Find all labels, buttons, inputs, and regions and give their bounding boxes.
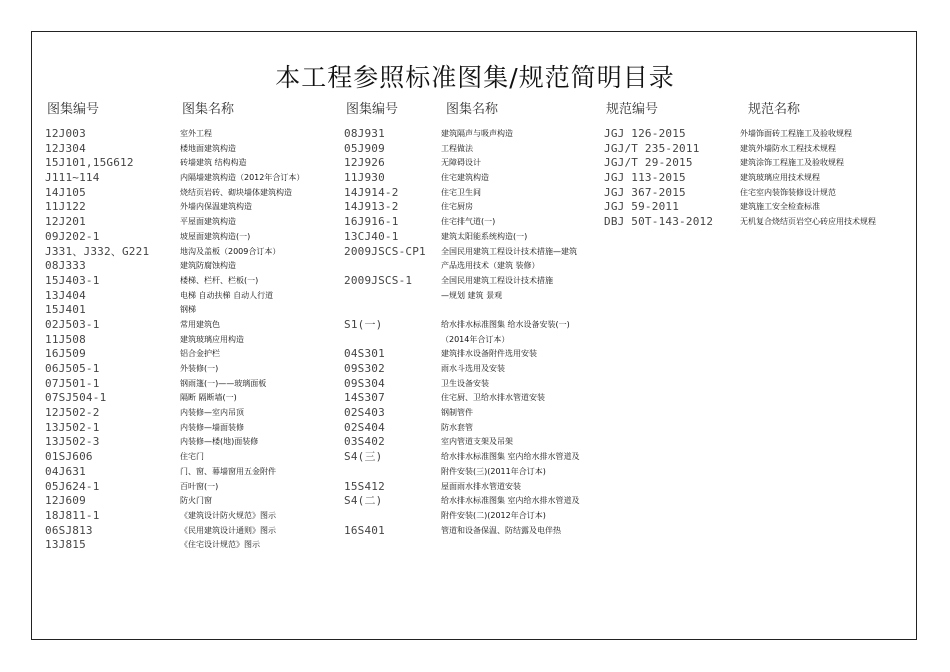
entry-code: 13J815 bbox=[45, 538, 86, 552]
entry-code bbox=[344, 289, 426, 304]
entry-code bbox=[344, 509, 426, 524]
entry-code: JGJ 113-2015 bbox=[604, 171, 686, 185]
entry-name: 管道和设备保温、防结露及电伴热 bbox=[441, 525, 561, 535]
entry-code: JGJ 367-2015 bbox=[604, 185, 686, 199]
entry-code: 16J916-1 bbox=[344, 215, 399, 229]
entry-name: （2014年合订本） bbox=[441, 334, 510, 344]
entry-code: 07J501-1 bbox=[45, 376, 100, 390]
entry-name: 平屋面建筑构造 bbox=[180, 217, 236, 227]
entry-name: 住宅厨、卫给水排水管道安装 bbox=[441, 393, 545, 403]
entry-code: JGJ/T 235-2011 bbox=[604, 141, 700, 155]
entry-code: 15J403-1 bbox=[45, 273, 100, 287]
entry-name: 百叶窗(一) bbox=[180, 481, 219, 491]
entry-name: 住宅厨房 bbox=[441, 202, 473, 212]
entry-code: JGJ/T 29-2015 bbox=[604, 156, 693, 170]
entry-name: 防火门窗 bbox=[180, 496, 212, 506]
header-spec-name: 规范名称 bbox=[748, 102, 801, 117]
entry-code: J331、J332、G221 bbox=[45, 244, 150, 258]
entry-code: 15J101,15G612 bbox=[45, 156, 134, 170]
entry-name: 坡屋面建筑构造(一) bbox=[180, 231, 251, 241]
entry-code: 11J930 bbox=[344, 171, 385, 185]
spec-code-list bbox=[604, 127, 713, 230]
entry-code: 06SJ813 bbox=[45, 523, 93, 537]
entry-name: 外墙饰面砖工程施工及验收规程 bbox=[740, 129, 852, 138]
entry-name: 建筑隔声与吸声构造 bbox=[441, 129, 513, 138]
entry-code: 09J202-1 bbox=[45, 229, 100, 243]
entry-name: 门、窗、幕墙窗用五金附件 bbox=[180, 466, 276, 476]
entry-name: 雨水斗选用及安装 bbox=[441, 364, 505, 373]
entry-name: 《民用建筑设计通则》图示 bbox=[180, 525, 276, 535]
entry-name: 无障碍设计 bbox=[441, 158, 481, 168]
entry-code: 11J122 bbox=[45, 200, 86, 214]
entry-name: 砖墙建筑 结构构造 bbox=[180, 158, 247, 168]
header-atlas-no-2: 图集编号 bbox=[346, 102, 399, 117]
entry-code: S1(一) bbox=[344, 317, 383, 331]
header-atlas-name-2: 图集名称 bbox=[446, 102, 499, 117]
header-atlas-name-1: 图集名称 bbox=[182, 102, 235, 117]
entry-code: 12J502-2 bbox=[45, 406, 100, 420]
entry-code: 05J624-1 bbox=[45, 479, 100, 493]
entry-name: 外装修(一) bbox=[180, 364, 219, 373]
entry-name: 给水排水标准图集 给水设备安装(一) bbox=[441, 319, 570, 329]
entry-code bbox=[344, 259, 426, 274]
entry-code: 12J304 bbox=[45, 141, 86, 155]
entry-name: 钢制管件 bbox=[441, 408, 473, 418]
entry-code: 08J931 bbox=[344, 127, 385, 140]
page-title: 本工程参照标准图集/规范简明目录 bbox=[275, 63, 675, 92]
entry-code: 12J609 bbox=[45, 494, 86, 508]
entry-code: 07SJ504-1 bbox=[45, 391, 107, 405]
entry-name: 屋面雨水排水管道安装 bbox=[441, 481, 521, 491]
atlas-name-list-2 bbox=[441, 127, 580, 553]
entry-name: 防水套管 bbox=[441, 422, 473, 432]
entry-name: 住宅室内装饰装修设计规范 bbox=[740, 187, 836, 197]
header-spec-no: 规范编号 bbox=[606, 102, 659, 117]
entry-code: 13J404 bbox=[45, 288, 86, 302]
entry-name: 附件安装(二)(2012年合订本) bbox=[441, 510, 546, 520]
entry-code: 11J508 bbox=[45, 332, 86, 346]
entry-name: 建筑排水设备附件选用安装 bbox=[441, 349, 537, 359]
entry-code: 15S412 bbox=[344, 479, 385, 493]
entry-name: 常用建筑色 bbox=[180, 319, 220, 329]
entry-name: 隔断 隔断墙(一) bbox=[180, 393, 237, 403]
entry-code: S4(二) bbox=[344, 494, 383, 508]
entry-code: 14S307 bbox=[344, 391, 385, 405]
entry-name: 室内管道支架及吊架 bbox=[441, 437, 513, 447]
entry-name: 住宅门 bbox=[180, 452, 204, 462]
entry-code: DBJ 50T-143-2012 bbox=[604, 215, 714, 229]
entry-code: JGJ 59-2011 bbox=[604, 200, 680, 214]
entry-name: 建筑涂饰工程施工及验收规程 bbox=[740, 158, 844, 168]
atlas-code-list-2 bbox=[344, 127, 426, 553]
entry-name: 铝合金护栏 bbox=[180, 349, 220, 359]
entry-name: 住宅卫生间 bbox=[441, 187, 481, 197]
entry-code: 05J909 bbox=[344, 141, 385, 155]
entry-name: 电梯 自动扶梯 自动人行道 bbox=[180, 290, 274, 300]
entry-name: 《建筑设计防火规范》图示 bbox=[180, 510, 276, 520]
entry-code: 02J503-1 bbox=[45, 317, 100, 331]
entry-code: 16S401 bbox=[344, 523, 385, 537]
entry-code: 14J913-2 bbox=[344, 200, 399, 214]
entry-code: 03S402 bbox=[344, 435, 385, 449]
entry-code: 01SJ606 bbox=[45, 450, 93, 464]
entry-code: 04S301 bbox=[344, 347, 385, 361]
entry-name: 建筑太阳能系统构造(一) bbox=[441, 231, 528, 241]
entry-code: S4(三) bbox=[344, 450, 383, 464]
entry-code: 09S302 bbox=[344, 362, 385, 375]
entry-name: 烧结页岩砖、砌块墙体建筑构造 bbox=[180, 187, 292, 197]
entry-code: 18J811-1 bbox=[45, 508, 100, 522]
entry-code: 2009JSCS-1 bbox=[344, 273, 413, 287]
entry-name bbox=[441, 303, 580, 318]
entry-code: 16J509 bbox=[45, 347, 86, 361]
entry-name: 卫生设备安装 bbox=[441, 378, 489, 388]
entry-code: 2009JSCS-CP1 bbox=[344, 244, 426, 258]
entry-code: 12J926 bbox=[344, 156, 385, 170]
entry-name: —规划 建筑 景观 bbox=[441, 290, 503, 300]
entry-name: 内装修—楼(地)面装修 bbox=[180, 437, 259, 447]
spec-name-list bbox=[740, 127, 876, 230]
entry-code: 06J505-1 bbox=[45, 362, 100, 375]
atlas-name-list-1 bbox=[180, 127, 304, 553]
entry-name: 《住宅设计规范》图示 bbox=[180, 540, 260, 550]
entry-name: 内装修—室内吊顶 bbox=[180, 408, 244, 418]
entry-code: J111~114 bbox=[45, 171, 100, 185]
header-atlas-no-1: 图集编号 bbox=[47, 102, 100, 117]
entry-code bbox=[344, 538, 426, 553]
entry-name: 建筑防腐蚀构造 bbox=[180, 261, 236, 271]
entry-name: 住宅建筑构造 bbox=[441, 173, 489, 183]
entry-name: 建筑玻璃应用技术规程 bbox=[740, 173, 820, 183]
atlas-code-list-1 bbox=[45, 127, 149, 553]
entry-code: 12J201 bbox=[45, 215, 86, 229]
entry-code: 13J502-1 bbox=[45, 420, 100, 434]
entry-name: 全国民用建筑工程设计技术措施—建筑 bbox=[441, 246, 577, 256]
entry-name: 建筑外墙防水工程技术规程 bbox=[740, 143, 836, 153]
entry-code bbox=[344, 303, 426, 318]
entry-name: 室外工程 bbox=[180, 129, 212, 138]
entry-name: 无机复合烧结页岩空心砖应用技术规程 bbox=[740, 217, 876, 227]
entry-name: 楼梯、栏杆、栏板(一) bbox=[180, 275, 259, 285]
entry-name: 附件安装(三)(2011年合订本) bbox=[441, 466, 546, 476]
entry-name: 钢雨篷(一)——玻璃面板 bbox=[180, 378, 267, 388]
entry-name: 建筑施工安全检查标准 bbox=[740, 202, 820, 212]
entry-name: 工程做法 bbox=[441, 143, 473, 153]
entry-code: 08J333 bbox=[45, 259, 86, 273]
entry-name: 建筑玻璃应用构造 bbox=[180, 334, 244, 344]
entry-name: 给水排水标准图集 室内给水排水管道及 bbox=[441, 496, 580, 506]
entry-code: 13J502-3 bbox=[45, 435, 100, 449]
entry-name: 全国民用建筑工程设计技术措施 bbox=[441, 275, 553, 285]
entry-name: 楼地面建筑构造 bbox=[180, 143, 236, 153]
entry-code: 04J631 bbox=[45, 464, 86, 478]
entry-name: 给水排水标准图集 室内给水排水管道及 bbox=[441, 452, 580, 462]
entry-name: 内隔墙建筑构造（2012年合订本） bbox=[180, 173, 305, 183]
entry-code: 14J914-2 bbox=[344, 185, 399, 199]
entry-name: 内装修—墙面装修 bbox=[180, 422, 244, 432]
entry-code: 14J105 bbox=[45, 185, 86, 199]
entry-name bbox=[441, 538, 580, 553]
entry-code: 12J003 bbox=[45, 127, 86, 140]
entry-code bbox=[344, 465, 426, 480]
entry-name: 住宅排气道(一) bbox=[441, 217, 496, 227]
entry-code: 02S404 bbox=[344, 420, 385, 434]
entry-name: 外墙内保温建筑构造 bbox=[180, 202, 252, 212]
entry-name: 产品选用技术（建筑 装修） bbox=[441, 261, 540, 271]
entry-code: 02S403 bbox=[344, 406, 385, 420]
entry-code: 15J401 bbox=[45, 303, 86, 317]
entry-code: 13CJ40-1 bbox=[344, 229, 399, 243]
entry-name: 钢梯 bbox=[180, 305, 196, 315]
entry-name: 地沟及盖板（2009合订本） bbox=[180, 246, 281, 256]
entry-code bbox=[344, 333, 426, 348]
entry-code: 09S304 bbox=[344, 376, 385, 390]
entry-code: JGJ 126-2015 bbox=[604, 127, 686, 140]
